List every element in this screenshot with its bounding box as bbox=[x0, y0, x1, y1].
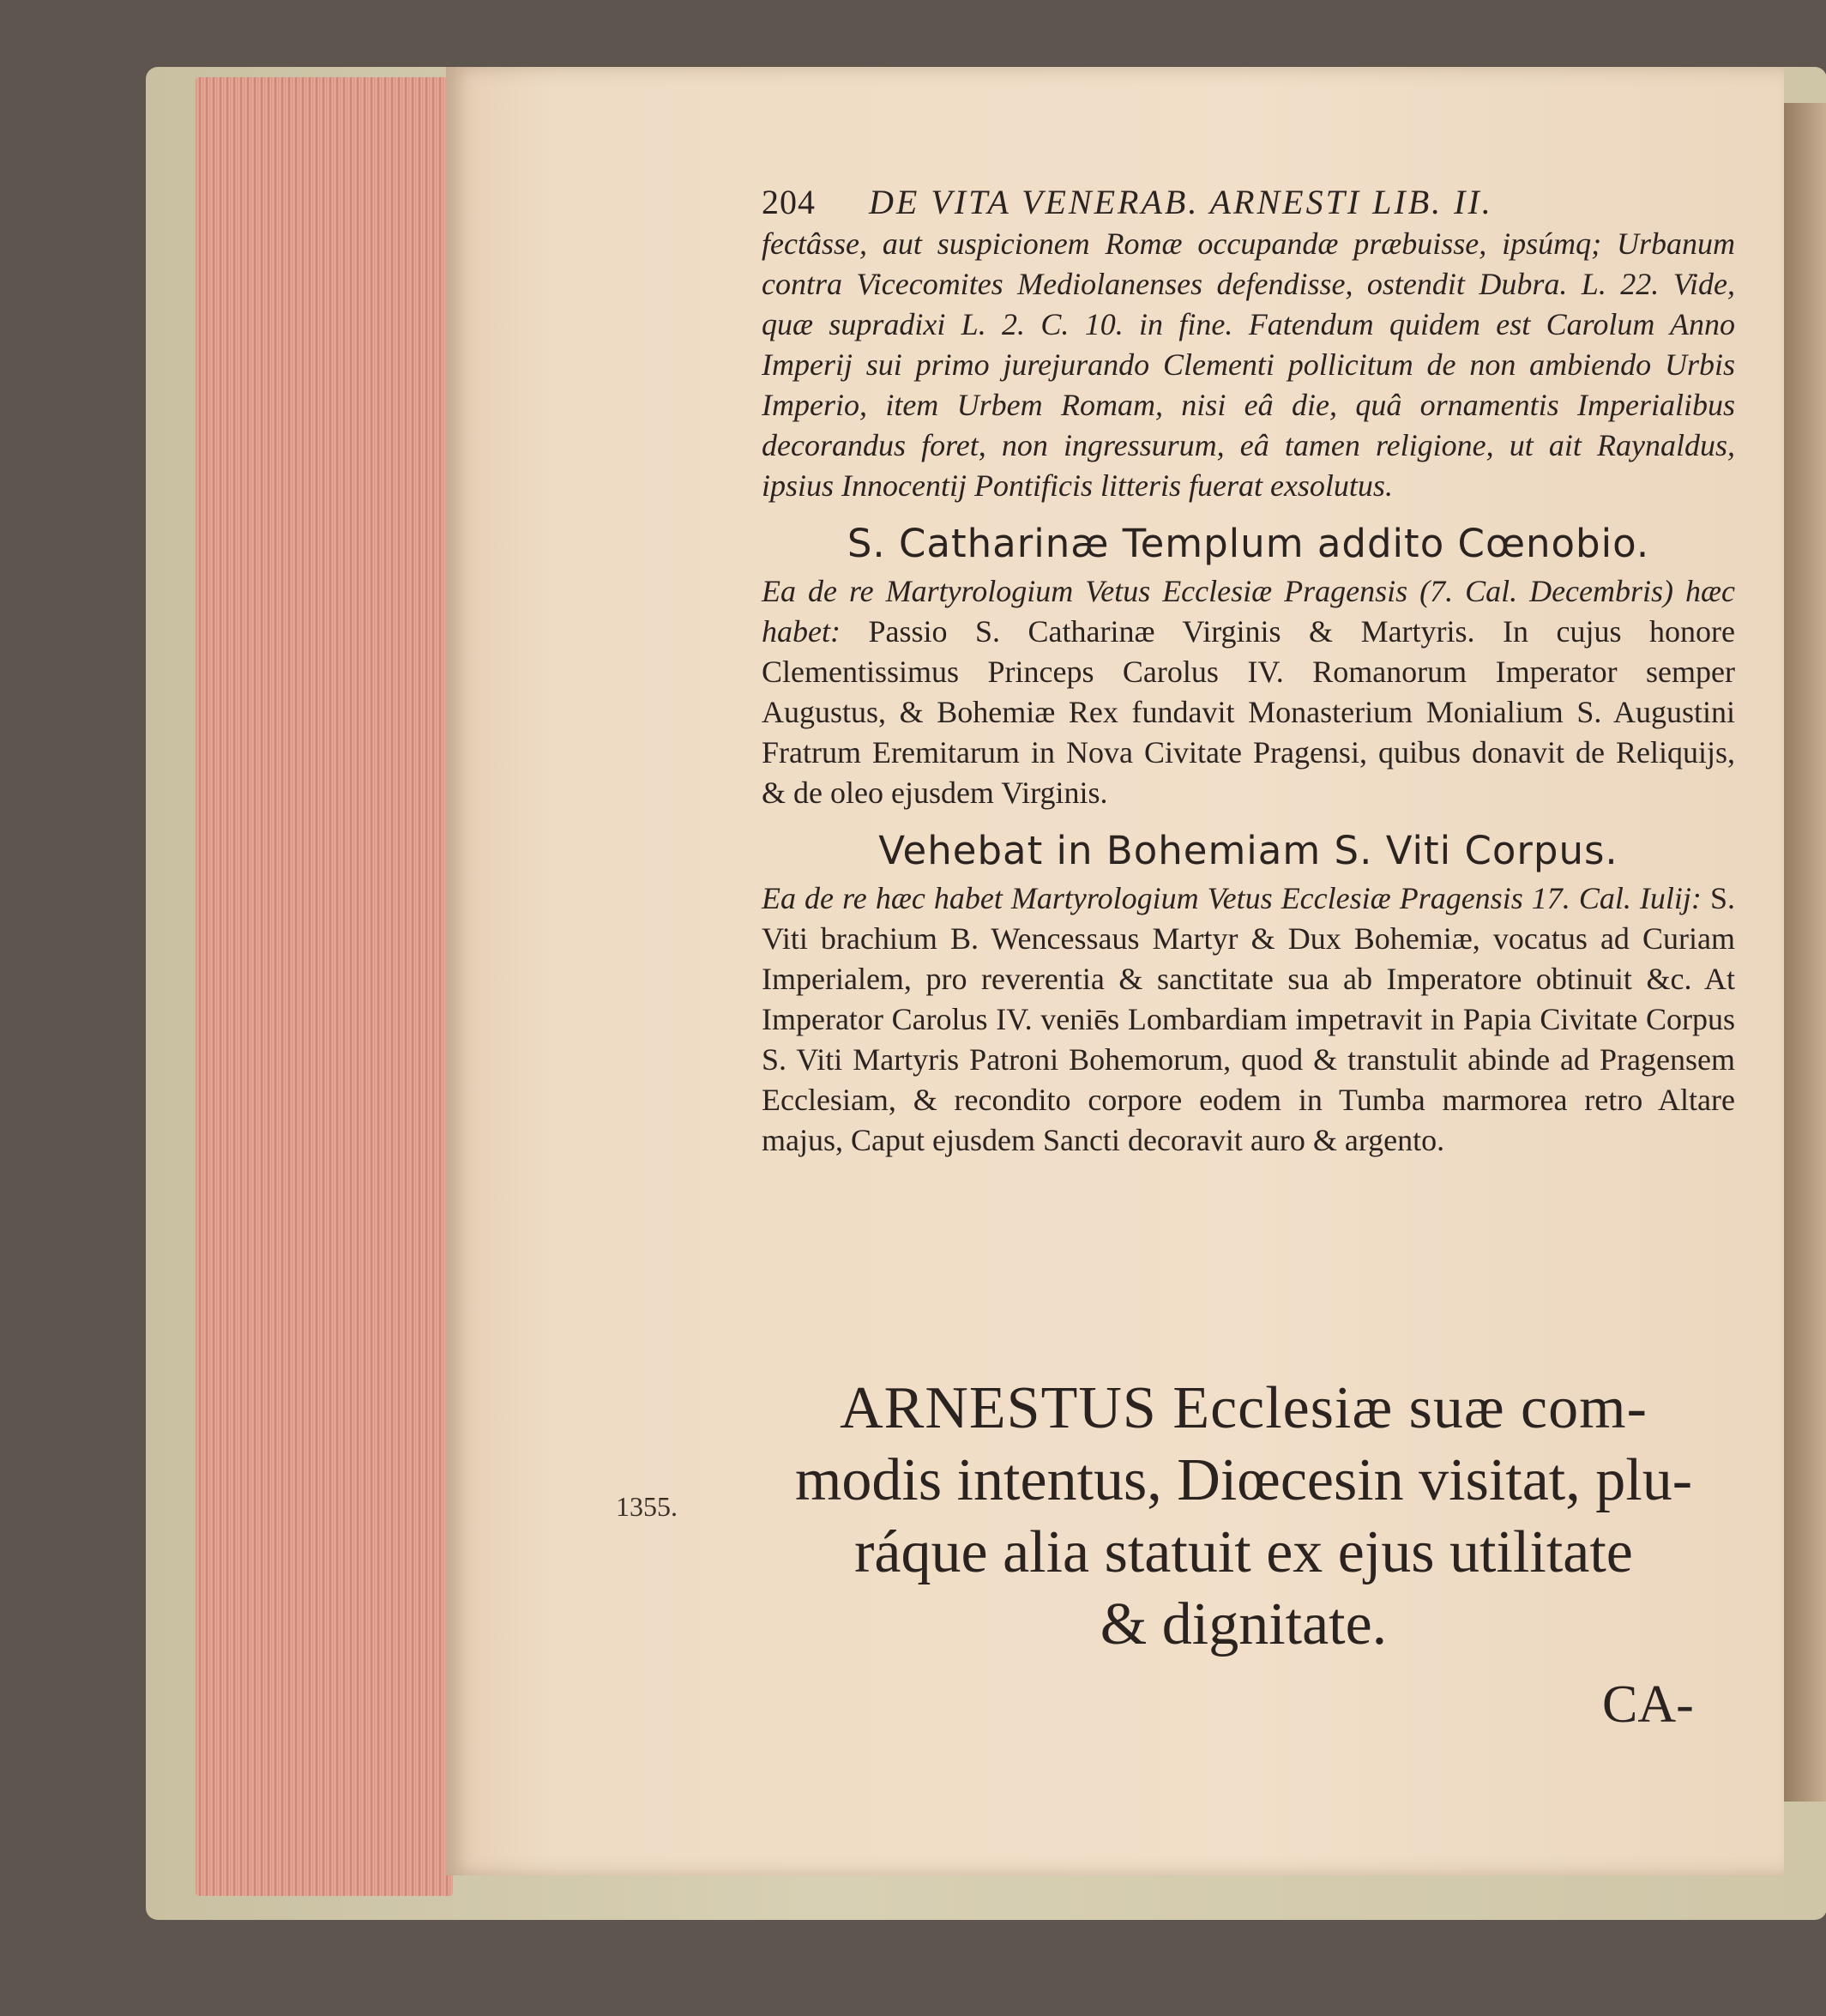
running-head-title: DE VITA VENERAB. ARNESTI LIB. II. bbox=[869, 183, 1493, 221]
section-viti-body bbox=[762, 878, 1735, 1161]
chapter-heading bbox=[738, 1373, 1750, 1661]
section-catharina-body bbox=[762, 571, 1735, 813]
chapter-line-1: ARNESTUS Ecclesiæ suæ com- bbox=[840, 1375, 1648, 1441]
chapter-line-2: modis intentus, Diœcesin visitat, plu- bbox=[794, 1447, 1693, 1513]
chapter-line-4: & dignitate. bbox=[1100, 1591, 1388, 1657]
section-catharina-text: Passio S. Catharinæ Virginis & Martyris. In cujus honore Clementissimus Princeps Carolus IV. Romanorum Imperator semper Augustus, & Bohemiæ Rex fundavit Monasterium Monialium S. Augustini Fratrum Eremitarum in Nova Civitate Pragensi, quibus donavit de Reliquijs, & de oleo ejusdem Virginis. bbox=[762, 614, 1736, 810]
page-edges bbox=[196, 77, 453, 1896]
section-heading-catharina: S. Catharinæ Templum addito Cœnobio. bbox=[847, 521, 1650, 566]
margin-year-note: 1355. bbox=[616, 1491, 678, 1522]
text-block bbox=[762, 182, 1735, 1161]
chapter-line-3: ráque alia statuit ex ejus utilitate bbox=[854, 1519, 1633, 1585]
page-number: 204 bbox=[762, 183, 816, 221]
catchword: CA- bbox=[1602, 1675, 1694, 1734]
section-viti-intro: Ea de re hæc habet Martyrologium Vetus Ecclesiæ Pragensis 17. Cal. Iulij: bbox=[762, 881, 1702, 915]
section-catharina-intro: Ea de re Martyrologium Vetus Ecclesiæ Pragensis (7. Cal. Decembris) hæc habet: bbox=[762, 574, 1735, 649]
running-header bbox=[762, 182, 1735, 222]
paragraph-1: fectâsse, aut suspicionem Romæ occupandæ præbuisse, ipsúmq; Urbanum contra Vicecomites Mediolanenses defendisse, ostendit Dubra. L. 22. Vide, quæ supradixi L. 2. C. 10. in fine. Fatendum quidem est Carolum Anno Imperij sui primo jurejurando Clementi pollicitum de non ambiendo Urbis Imperio, item Urbem Romam, nisi eâ die, quâ ornamentis Imperialibus decorandus foret, non ingressurum, eâ tamen religione, ut ait Raynaldus, ipsius Innocentij Pontificis litteris fuerat exsolutus. bbox=[762, 226, 1735, 503]
section-heading-viti: Vehebat in Bohemiam S. Viti Corpus. bbox=[878, 828, 1618, 873]
section-viti-text: S. Viti brachium B. Wencessaus Martyr & Dux Bohemiæ, vocatus ad Curiam Imperialem, pro reverentia & sanctitate sua ab Imperatore obtinuit &c. At Imperator Carolus IV. veniēs Lombardiam impetravit in Papia Civitate Corpus S. Viti Martyris Patroni Bohemorum, quod & transtulit abinde ad Pragensem Ecclesiam, & recondito corpore eodem in Tumba marmorea retro Altare majus, Caput ejusdem Sancti decoravit auro & argento. bbox=[762, 881, 1736, 1157]
